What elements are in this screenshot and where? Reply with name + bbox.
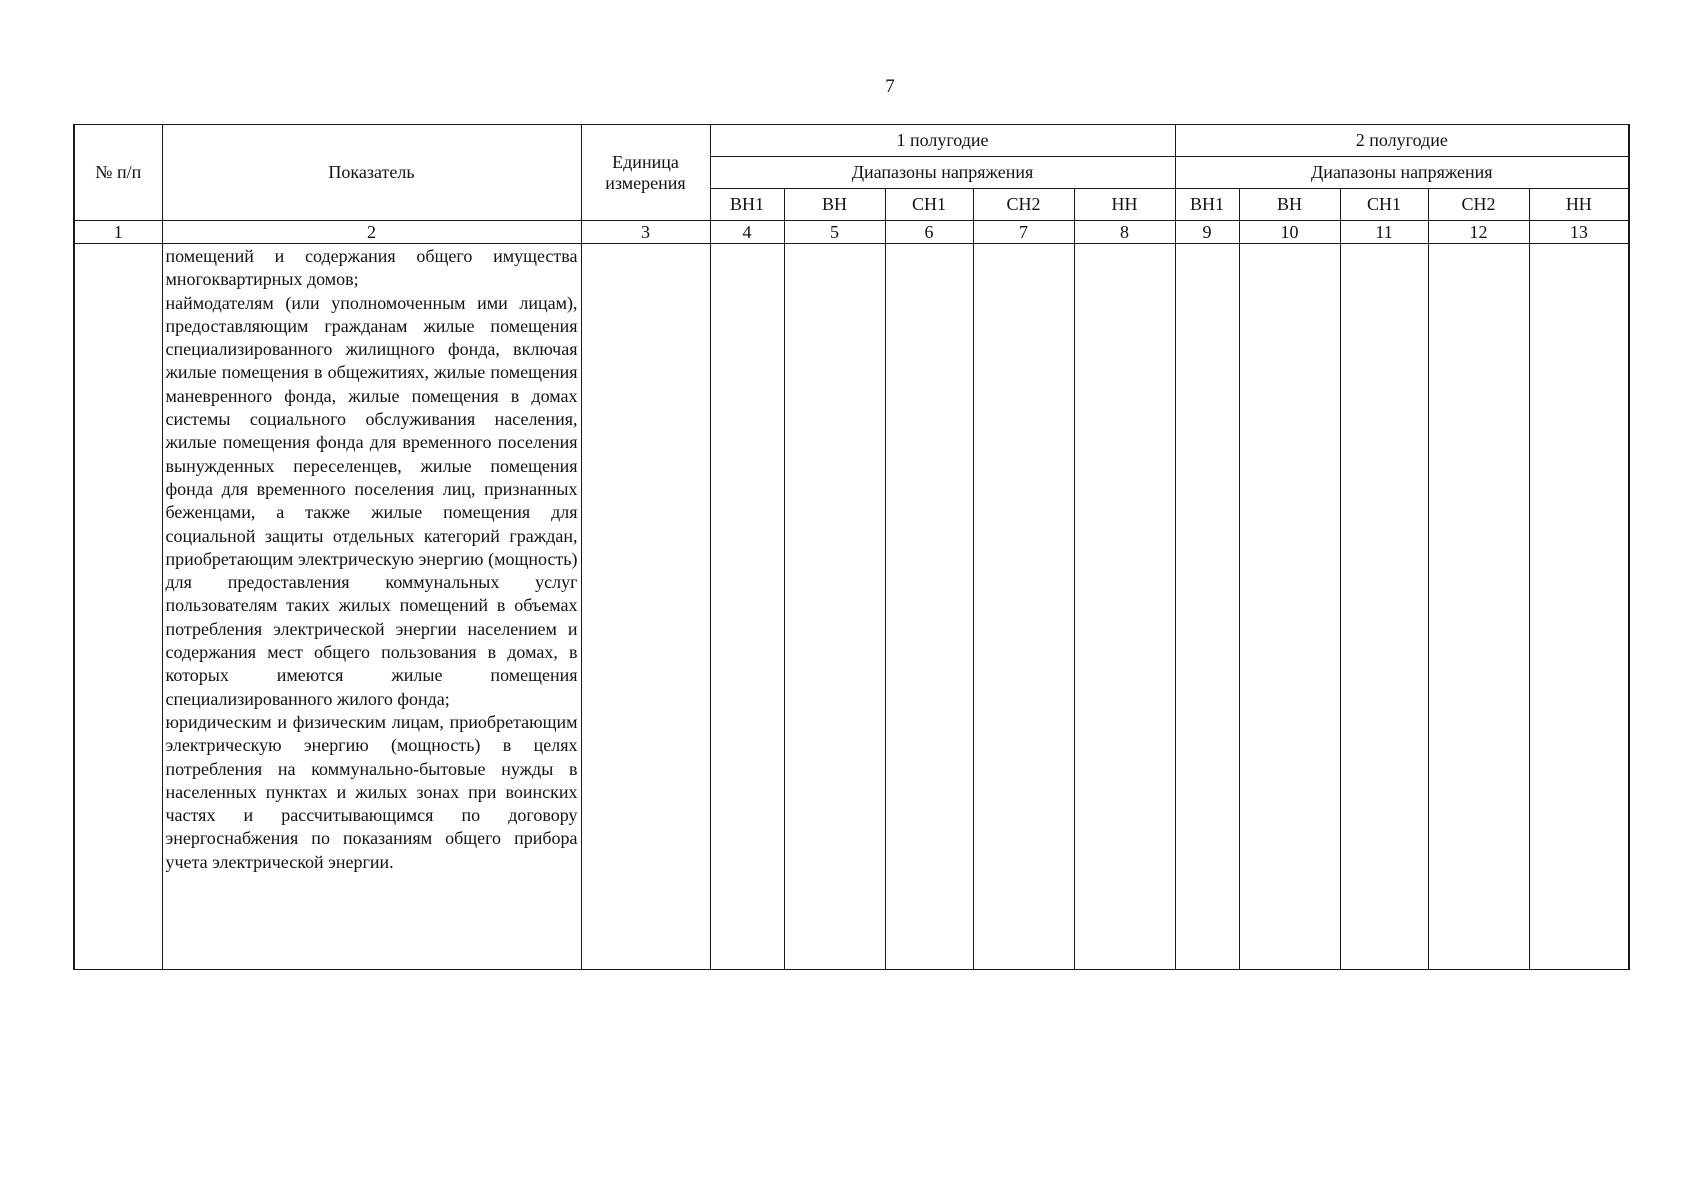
column-number: 1 [74, 221, 162, 244]
column-number: 2 [162, 221, 581, 244]
column-number: 4 [710, 221, 784, 244]
header-level-h2-vn: ВН [1239, 189, 1340, 221]
indicator-paragraph: юридическим и физическим лицам, приобретающим электрическую энергию (мощность) в целях потребления на коммунально-бытовые нужды в населенных пунктах и жилых зонах при воинских частях и рассчитывающимся по договору энергоснабжения по показаниям общего прибора учета электрической энергии. [165, 711, 578, 872]
value-cell [1340, 244, 1428, 970]
column-number: 11 [1340, 221, 1428, 244]
column-number: 12 [1428, 221, 1529, 244]
value-cell [784, 244, 885, 970]
header-level-h1-vn: ВН [784, 189, 885, 221]
header-voltage-range-1: Диапазоны напряжения [710, 157, 1175, 189]
header-level-h1-sn1: СН1 [885, 189, 973, 221]
table-row [74, 244, 1629, 970]
header-level-h2-vn1: ВН1 [1175, 189, 1239, 221]
page-number: 7 [885, 76, 895, 97]
header-voltage-range-2: Диапазоны напряжения [1175, 157, 1629, 189]
column-number: 9 [1175, 221, 1239, 244]
value-cell [885, 244, 973, 970]
column-number: 3 [581, 221, 710, 244]
value-cell [1529, 244, 1629, 970]
unit-cell [581, 244, 710, 970]
header-half-2: 2 полугодие [1175, 125, 1629, 157]
header-level-h1-vn1: ВН1 [710, 189, 784, 221]
column-number-row [74, 221, 1629, 244]
column-number: 13 [1529, 221, 1629, 244]
column-number: 6 [885, 221, 973, 244]
header-level-h2-sn2: СН2 [1428, 189, 1529, 221]
header-num: № п/п [74, 125, 162, 221]
header-indicator: Показатель [162, 125, 581, 221]
header-level-h2-nn: НН [1529, 189, 1629, 221]
value-cell [1074, 244, 1175, 970]
value-cell [1175, 244, 1239, 970]
column-number: 10 [1239, 221, 1340, 244]
column-number: 8 [1074, 221, 1175, 244]
header-level-h2-sn1: СН1 [1340, 189, 1428, 221]
tariff-table [73, 124, 1630, 970]
value-cell [1428, 244, 1529, 970]
indicator-paragraph: наймодателям (или уполномоченным ими лицам), предоставляющим гражданам жилые помещения специализированного жилищного фонда, включая жилые помещения в общежитиях, жилые помещения маневренного фонда, жилые помещения в домах системы социального обслуживания населения, жилые помещения фонда для временного поселения вынужденных переселенцев, жилые помещения фонда для временного поселения лиц, признанных беженцами, а также жилые помещения для социальной защиты отдельных категорий граждан, приобретающим электрическую энергию (мощность) для предоставления коммунальных услуг пользователям таких жилых помещений в объемах потребления электрической энергии населением и содержания мест общего пользования в домах, в которых имеются жилые помещения специализированного жилого фонда; [165, 292, 578, 709]
header-level-h1-sn2: СН2 [973, 189, 1074, 221]
header-half-1: 1 полугодие [710, 125, 1175, 157]
indicator-text-cell [162, 244, 581, 970]
header-level-h1-nn: НН [1074, 189, 1175, 221]
header-unit: Единица измерения [581, 125, 710, 221]
column-number: 5 [784, 221, 885, 244]
header-row-halves [74, 125, 1629, 157]
column-number: 7 [973, 221, 1074, 244]
value-cell [710, 244, 784, 970]
indicator-text [166, 245, 578, 874]
value-cell [973, 244, 1074, 970]
value-cell [1239, 244, 1340, 970]
row-num-cell [74, 244, 162, 970]
indicator-paragraph: помещений и содержания общего имущества многоквартирных домов; [165, 246, 578, 290]
